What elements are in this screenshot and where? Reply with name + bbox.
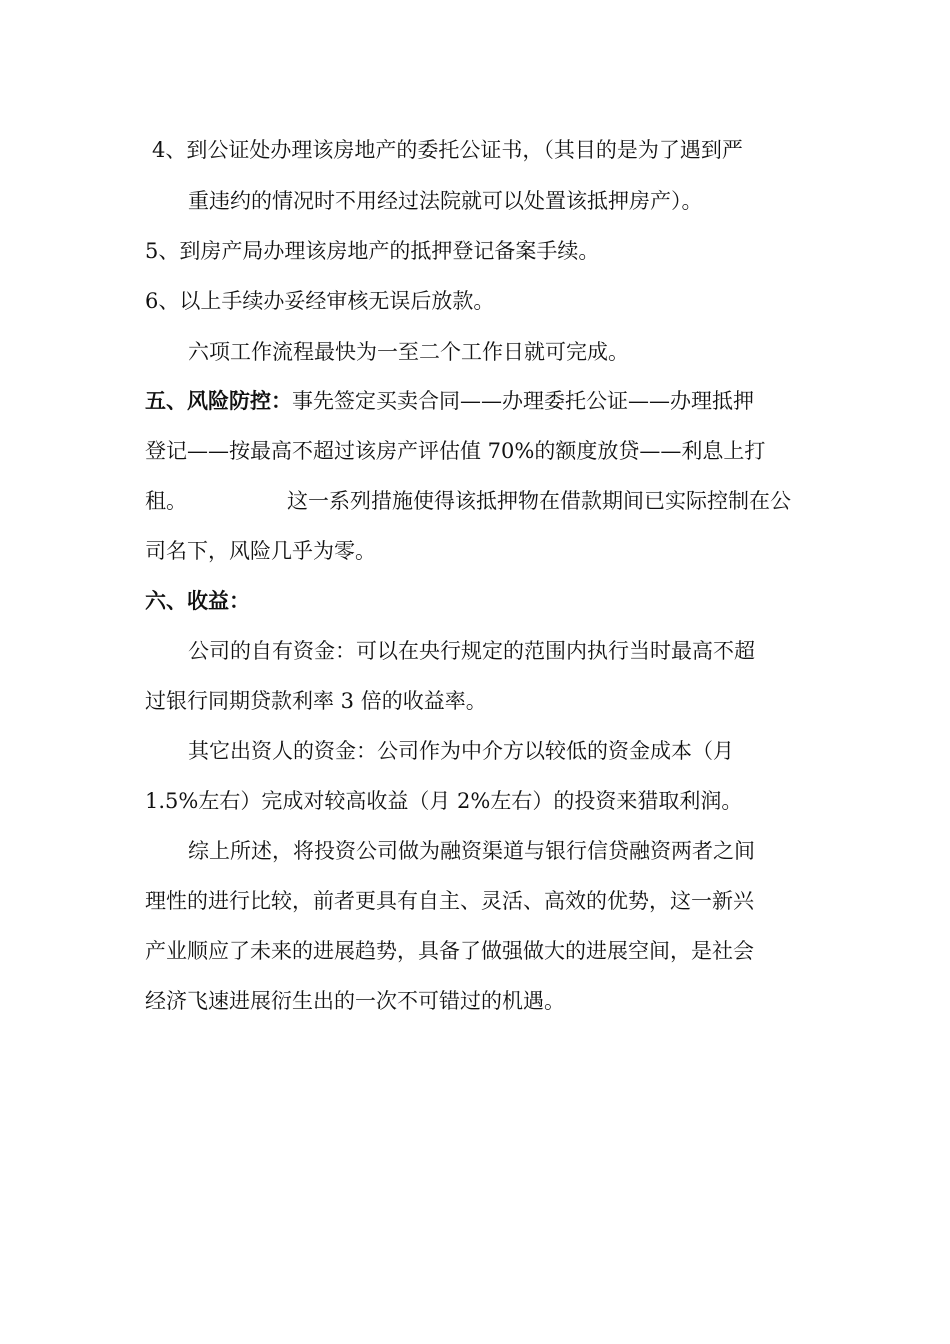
item-5: 5、到房产局办理该房地产的抵押登记备案手续。 bbox=[145, 239, 600, 263]
section-5-line-1-text: 事先签定买卖合同——办理委托公证——办理抵押 bbox=[292, 389, 754, 413]
section-5-heading: 五、风险防控： bbox=[145, 388, 292, 413]
section-5-line-2: 登记——按最高不超过该房产评估值 70%的额度放贷——利息上打 bbox=[145, 439, 766, 463]
section-6-para-2-line-1: 其它出资人的资金：公司作为中介方以较低的资金成本（月 bbox=[188, 739, 734, 763]
conclusion-line-3: 产业顺应了未来的进展趋势，具备了做强做大的进展空间，是社会 bbox=[145, 939, 754, 963]
section-5-line-1 bbox=[145, 386, 754, 416]
conclusion-line-1: 综上所述，将投资公司做为融资渠道与银行信贷融资两者之间 bbox=[188, 839, 755, 863]
section-5-line-3 bbox=[145, 486, 791, 516]
section-5-line-3-part-1: 租。 bbox=[145, 489, 187, 513]
section-5-line-4: 司名下，风险几乎为零。 bbox=[145, 539, 376, 563]
section-5-line-3-part-2: 这一系列措施使得该抵押物在借款期间已实际控制在公 bbox=[287, 489, 791, 513]
section-6-para-1-line-2: 过银行同期贷款利率 3 倍的收益率。 bbox=[145, 689, 487, 713]
process-summary: 六项工作流程最快为一至二个工作日就可完成。 bbox=[188, 340, 629, 364]
section-6-para-1-line-1: 公司的自有资金：可以在央行规定的范围内执行当时最高不超 bbox=[188, 639, 755, 663]
item-6: 6、以上手续办妥经审核无误后放款。 bbox=[145, 289, 495, 313]
section-6-para-2-line-2: 1.5%左右）完成对较高收益（月 2%左右）的投资来猎取利润。 bbox=[145, 789, 743, 813]
item-4-line-1: 4、到公证处办理该房地产的委托公证书，（其目的是为了遇到严 bbox=[152, 138, 743, 162]
item-4-line-2: 重违约的情况时不用经过法院就可以处置该抵押房产）。 bbox=[188, 189, 703, 213]
section-6-heading: 六、收益： bbox=[145, 588, 250, 613]
conclusion-line-4: 经济飞速进展衍生出的一次不可错过的机遇。 bbox=[145, 989, 565, 1013]
conclusion-line-2: 理性的进行比较，前者更具有自主、灵活、高效的优势，这一新兴 bbox=[145, 889, 754, 913]
